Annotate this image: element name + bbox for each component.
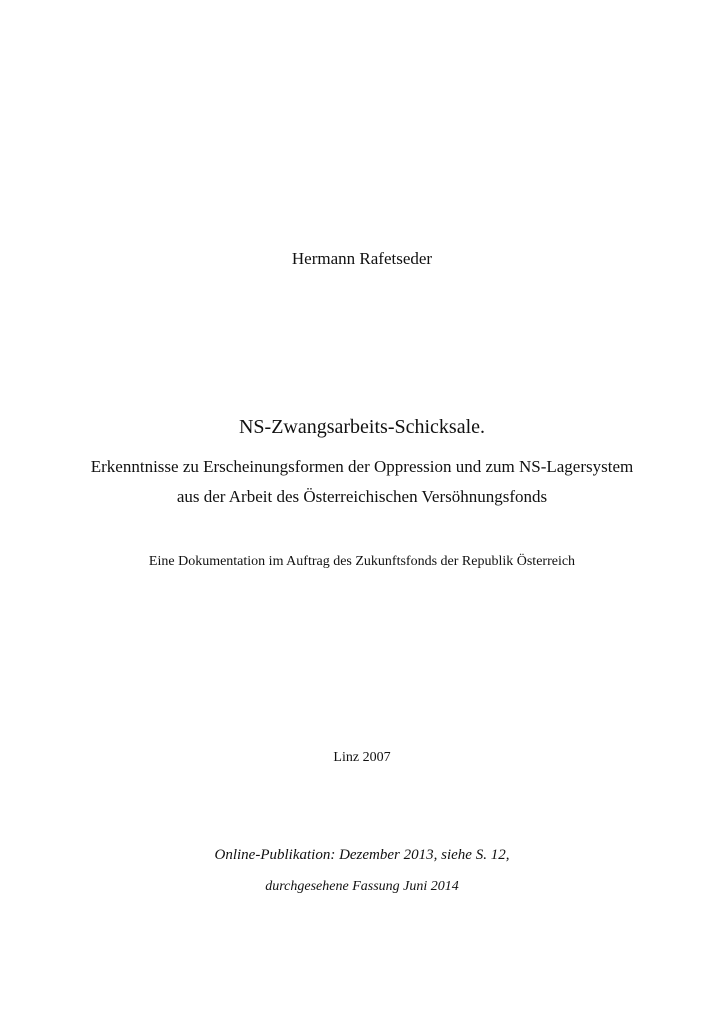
revised-version-note: durchgesehene Fassung Juni 2014: [265, 879, 459, 894]
online-publication-note: Online-Publikation: Dezember 2013, siehe S. 12,: [214, 847, 510, 863]
subtitle-line-2: aus der Arbeit des Österreichischen Versöhnungsfonds: [176, 487, 548, 506]
place-year: Linz 2007: [333, 750, 391, 765]
commission-note: Eine Dokumentation im Auftrag des Zukunftsfonds der Republik Österreich: [148, 554, 576, 569]
author-name: Hermann Rafetseder: [291, 249, 433, 268]
subtitle-line-1: Erkenntnisse zu Erscheinungsformen der Oppression und zum NS-Lagersystem: [90, 457, 634, 476]
document-title: NS-Zwangsarbeits-Schicksale.: [238, 416, 486, 438]
